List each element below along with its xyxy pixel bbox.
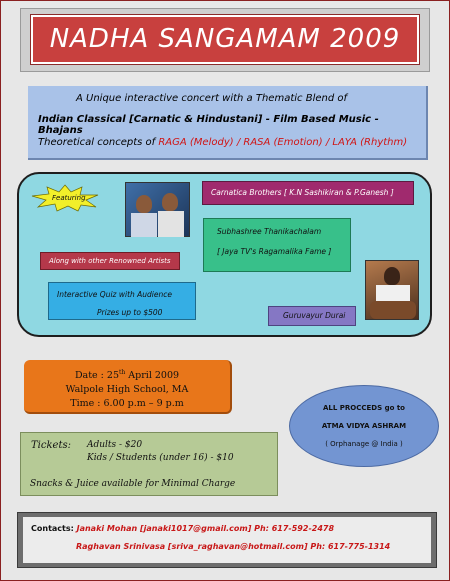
subhashree-note: [ Jaya TV's Ragamalika Fame ]: [217, 247, 332, 256]
intro-line-1: A Unique interactive concert with a Thematic Blend of: [76, 93, 348, 104]
snacks-note: Snacks & Juice available for Minimal Charge: [30, 479, 236, 489]
subhashree-box: [203, 218, 351, 272]
tickets-kids: Kids / Students (under 16) - $10: [87, 453, 234, 463]
event-time: Time : 6.00 p.m – 9 p.m: [70, 398, 184, 409]
event-venue: Walpole High School, MA: [65, 384, 189, 395]
contacts-box: [23, 517, 431, 563]
event-details-box: [24, 360, 232, 414]
carnatica-brothers-label: Carnatica Brothers [ K.N Sashikiran & P.Ganesh ]: [202, 181, 414, 205]
other-artists-label: Along with other Renowned Artists: [40, 252, 180, 270]
event-title: NADHA SANGAMAM 2009: [31, 15, 419, 64]
event-date-day: Date : 25: [74, 370, 119, 381]
contact-line-1: Contacts: Janaki Mohan [janaki1017@gmail.com] Ph: 617-592-2478: [31, 524, 335, 533]
quiz-line-1: Interactive Quiz with Audience: [57, 290, 172, 299]
carnatica-brothers-photo: [125, 182, 190, 237]
intro-line-3-prefix: Theoretical concepts of: [38, 137, 159, 148]
subhashree-name: Subhashree Thanikachalam: [217, 227, 322, 236]
event-date: [24, 366, 230, 383]
tickets-adults: Adults - $20: [87, 440, 143, 450]
featuring-label: Featuring: [52, 194, 86, 202]
event-date-suffix: th: [119, 369, 126, 376]
proceeds-line: ALL PROCCEDS go to: [322, 404, 405, 412]
proceeds-ellipse: [289, 385, 439, 467]
intro-line-3: [38, 137, 407, 148]
tickets-box: [20, 432, 278, 496]
event-date-month-year: April 2009: [125, 370, 180, 381]
quiz-box: [48, 282, 196, 320]
contact-janaki: Janaki Mohan [janaki1017@gmail.com] Ph: 617-592-2478: [76, 524, 335, 533]
ashram-note: ( Orphanage @ India ): [325, 440, 403, 448]
intro-box: [28, 86, 428, 160]
featuring-star: [30, 184, 100, 212]
ashram-name: ATMA VIDYA ASHRAM: [321, 422, 407, 430]
contact-raghavan: Raghavan Srinivasa [sriva_raghavan@hotmail.com] Ph: 617-775-1314: [76, 542, 391, 551]
intro-concepts: RAGA (Melody) / RASA (Emotion) / LAYA (Rhythm): [158, 137, 408, 148]
guruvayur-durai-label: Guruvayur Durai: [268, 306, 356, 326]
contacts-label: Contacts: [31, 524, 71, 533]
guruvayur-durai-photo: [365, 260, 419, 320]
quiz-prizes: Prizes up to $500: [97, 308, 163, 317]
intro-line-2: Indian Classical [Carnatic & Hindustani] - Film Based Music - Bhajans: [38, 114, 379, 136]
tickets-label: Tickets:: [31, 440, 71, 451]
